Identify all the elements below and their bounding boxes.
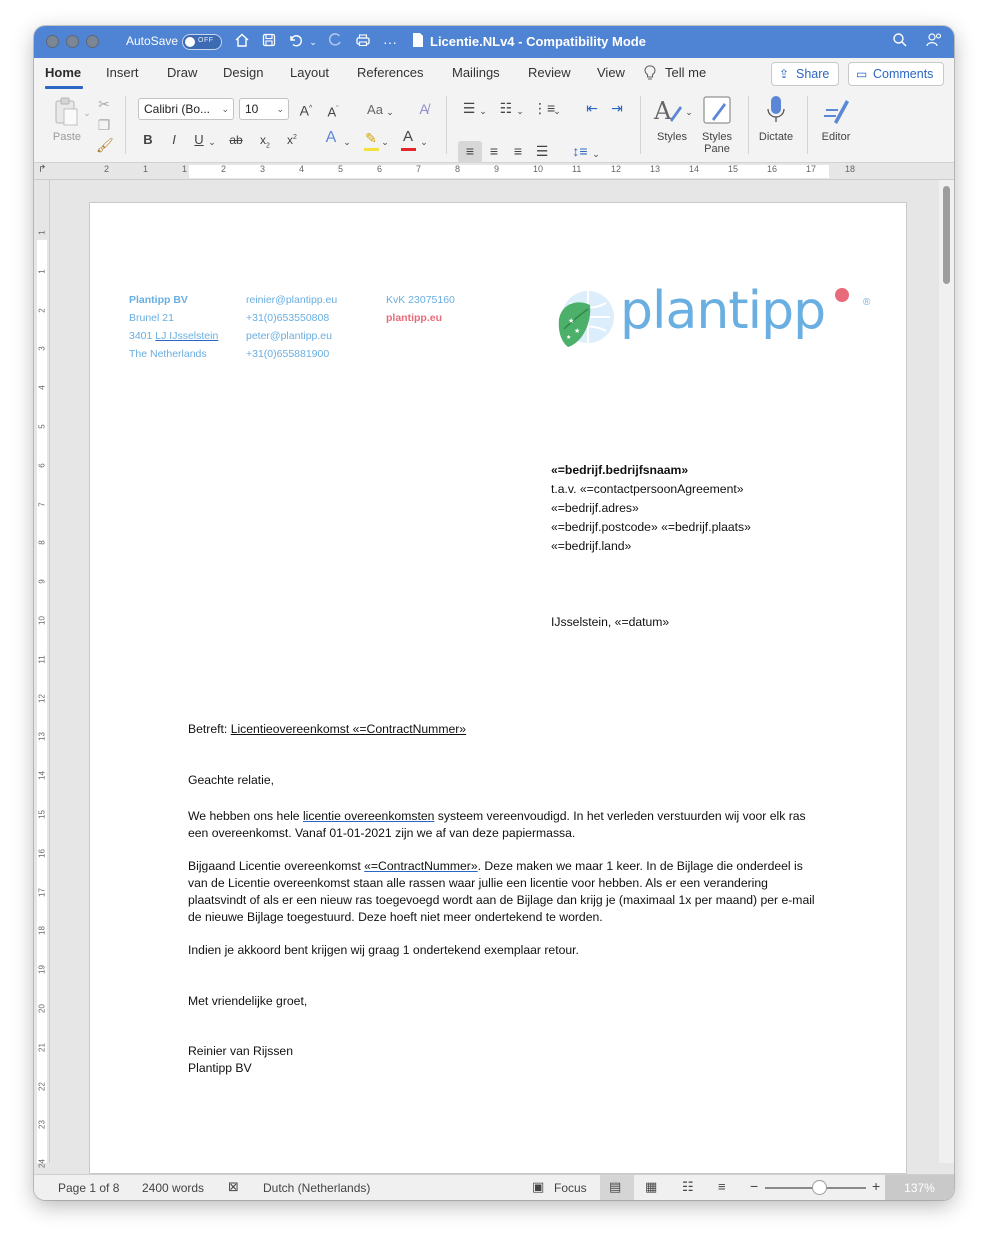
share-button[interactable] [771,62,839,86]
styles-pane-label-line2: Pane [704,143,730,155]
address-company[interactable]: «=bedrijf.bedrijfsnaam» [551,463,689,477]
vertical-ruler-number: 19 [37,965,47,975]
paste-icon[interactable] [52,96,80,128]
tab-view[interactable]: View [597,65,625,80]
focus-icon[interactable]: ▣ [532,1179,545,1194]
plantipp-logo-text: plantipp [620,281,826,341]
highlight-color-swatch [364,148,379,151]
comments-label: Comments [873,67,934,81]
ruler-number: 13 [650,164,661,174]
word-count[interactable]: 2400 words [142,1181,205,1195]
title-bar [34,26,954,58]
vertical-ruler-number: 14 [37,771,47,781]
ruler-number: 14 [689,164,700,174]
redo-icon[interactable] [325,32,345,52]
ribbon [34,58,954,163]
document-canvas[interactable] [56,183,938,1163]
vertical-ruler-number: 16 [37,848,47,858]
word-window [34,26,954,1200]
ruler-number: 12 [611,164,622,174]
page-count[interactable]: Page 1 of 8 [58,1181,120,1195]
vertical-ruler-number: 7 [37,501,47,507]
letterhead-postcode: 3401 [129,330,153,342]
document-icon [408,32,428,52]
increase-font-size-icon[interactable]: A^ [299,102,313,119]
address-postal[interactable]: «=bedrijf.postcode» «=bedrijf.plaats» [551,520,751,534]
ruler-number: 7 [416,164,422,174]
autosave-label: AutoSave [126,34,179,48]
more-options-icon[interactable]: ··· [383,34,397,50]
highlight-icon[interactable]: ✎ [365,130,377,146]
tab-tell-me[interactable]: Tell me [665,65,707,80]
numbering-icon[interactable]: ☷ [499,100,513,116]
vertical-ruler-number: 24 [37,1159,47,1169]
logo-dot [835,288,849,302]
ruler-number: 1 [182,164,188,174]
italic-icon[interactable]: I [172,132,176,147]
ruler-number: 4 [299,164,305,174]
editor-icon[interactable] [820,94,850,126]
text-effects-icon[interactable]: A [325,129,337,146]
vertical-ruler-number: 13 [37,732,47,742]
ruler-number: 18 [845,164,856,174]
ribbon-separator [446,96,447,154]
signer-name[interactable]: Reinier van Rijssen [188,1044,293,1058]
tab-stop-selector-icon[interactable]: ↱ [38,164,47,175]
focus-label[interactable]: Focus [554,1181,587,1195]
status-bar [34,1174,954,1200]
svg-text:★: ★ [566,335,572,341]
bullets-chevron-icon[interactable]: ⌄ [479,106,487,116]
address-street[interactable]: «=bedrijf.adres» [551,501,639,515]
vertical-ruler-number: 17 [37,887,47,897]
vertical-ruler-number: 9 [37,579,47,584]
paragraph-1-line-1[interactable] [188,808,806,825]
ribbon-separator [640,96,641,154]
paste-label: Paste [52,131,82,143]
svg-text:★: ★ [574,328,581,335]
vertical-ruler-number: 10 [37,616,47,625]
align-left-icon[interactable]: ≡ [465,143,475,159]
ruler-number: 6 [377,164,383,174]
zoom-level[interactable]: 137% [885,1175,954,1200]
letterhead-website: plantipp.eu [386,312,442,324]
styles-label: Styles [657,131,687,143]
search-icon[interactable] [890,32,910,52]
ruler-number: 9 [494,164,500,174]
horizontal-ruler[interactable] [34,163,954,180]
undo-icon[interactable] [285,32,305,52]
ribbon-separator [807,96,808,154]
letterhead-email-1: reinier@plantipp.eu [246,294,338,306]
vertical-ruler[interactable] [34,180,50,1169]
letterhead-phone-1: +31(0)653550808 [246,312,330,324]
change-case-icon[interactable]: Aa [367,102,383,117]
outline-view-icon[interactable]: ☷ [682,1179,694,1194]
justify-icon[interactable]: ☰ [535,143,549,159]
decrease-font-size-icon[interactable]: $A^ˇ$ [327,104,339,120]
letterhead-street: Brunel 21 [129,312,174,324]
multilevel-chevron-icon[interactable]: ⌄ [553,106,561,116]
ruler-number: 2 [221,164,227,174]
address-country[interactable]: «=bedrijf.land» [551,539,632,553]
vertical-ruler-number: 1 [37,269,47,274]
copy-icon[interactable]: ❐ [97,117,111,133]
address-attention[interactable]: t.a.v. «=contactpersoonAgreement» [551,482,744,496]
align-right-icon[interactable]: ≡ [513,143,523,159]
tab-mailings[interactable]: Mailings [452,65,500,80]
web-layout-icon[interactable]: ▦ [645,1179,658,1194]
letterhead-city [129,330,218,342]
signer-company[interactable]: Plantipp BV [188,1061,252,1075]
line-spacing-chevron-icon[interactable]: ⌄ [592,149,600,159]
cut-icon[interactable]: ✂ [98,96,110,112]
ruler-number: 2 [104,164,110,174]
svg-text:★: ★ [568,318,575,325]
paragraph-2-line-1[interactable] [188,858,803,875]
letterhead-kvk: KvK 23075160 [386,294,455,306]
vertical-ruler-number: 5 [37,424,47,429]
ruler-number: 3 [260,164,266,174]
font-size-select[interactable] [239,98,289,120]
ruler-number: 10 [533,164,544,174]
letterhead-email-2: peter@plantipp.eu [246,330,332,342]
draft-view-icon[interactable]: ≡ [718,1179,726,1194]
highlight-chevron-icon[interactable]: ⌄ [381,137,389,147]
proofing-icon[interactable]: ⊠ [228,1179,239,1194]
vertical-ruler-number: 4 [37,385,47,390]
styles-gallery-icon[interactable] [652,94,684,126]
p2-merge-field: «=ContractNummer» [364,859,478,873]
paragraph-2-line-2[interactable]: van de Licentie overeenkomst staan alle rassen waar jullie een licentie voor hebben. Als er een verandering [188,876,768,890]
align-center-icon[interactable]: ≡ [489,143,499,159]
ribbon-separator [125,96,126,154]
autosave-toggle[interactable] [182,34,222,50]
paragraph-3[interactable]: Indien je akkoord bent krijgen wij graag 1 ondertekend exemplaar retour. [188,943,579,957]
lightbulb-icon [642,65,658,85]
date-line[interactable]: IJsselstein, «=datum» [551,615,670,629]
superscript-icon[interactable]: $x^2$ [287,133,297,147]
plantipp-logo-icon [556,289,616,351]
letterhead-company: Plantipp BV [129,294,188,306]
styles-chevron-icon[interactable]: ⌄ [685,107,693,117]
comment-icon: ▭ [856,67,868,81]
vertical-scrollbar[interactable] [939,180,954,1163]
underline-icon[interactable]: U [194,132,204,147]
text-effects-chevron-icon[interactable]: ⌄ [343,137,351,147]
active-tab-indicator [45,86,83,89]
styles-pane-label-line1: Styles [702,131,732,143]
numbering-chevron-icon[interactable]: ⌄ [516,106,524,116]
account-icon[interactable] [924,32,944,52]
tab-insert[interactable]: Insert [106,65,139,80]
strikethrough-icon[interactable]: ab [229,133,243,147]
autosave-toggle-knob [185,37,195,47]
multilevel-list-icon[interactable]: ⋮≡ [533,100,556,116]
change-case-chevron-icon[interactable]: ⌄ [386,107,394,117]
subscript-icon[interactable]: $x_2$ [260,133,270,150]
vertical-ruler-number: 18 [37,926,47,936]
share-label: Share [796,67,830,81]
p2-text-b: . Deze maken we maar 1 keer. In de Bijlage die onderdeel is [477,859,803,873]
paragraph-2-line-3[interactable]: plaatsvindt of als er een nieuw ras toegevoegd wordt aan de Bijlage dan krijg je (maximaal 1x per maand) per e-mail [188,893,815,907]
zoom-slider-knob[interactable] [812,1180,827,1195]
font-name-value: Calibri (Bo... [144,102,211,116]
vertical-ruler-number: 22 [37,1081,47,1091]
ruler-number: 17 [806,164,817,174]
format-painter-icon[interactable]: 🖌 [96,137,114,153]
p1-text-a: We hebben ons hele [188,809,303,823]
microphone-icon[interactable] [764,94,788,126]
print-icon[interactable] [353,32,373,52]
vertical-ruler-number: 8 [37,540,47,546]
tab-references[interactable]: References [357,65,424,80]
vertical-ruler-number: 12 [37,693,47,703]
zoom-window-button[interactable] [86,35,99,48]
font-color-icon[interactable]: A [402,128,413,145]
subject-prefix: Betreft: [188,722,231,736]
vertical-ruler-number: 3 [37,346,47,352]
closing[interactable]: Met vriendelijke groet, [188,994,308,1008]
ribbon-separator [748,96,749,154]
font-size-value: 10 [245,102,259,116]
vertical-ruler-number: 15 [37,810,47,819]
letterhead-country: The Netherlands [129,348,207,360]
ruler-number: 16 [767,164,778,174]
styles-pane-icon[interactable] [702,94,732,126]
bullets-icon[interactable]: ☰ [462,100,476,116]
save-icon[interactable] [259,32,279,52]
share-icon: ⇪ [779,67,790,81]
dictate-label: Dictate [758,131,794,143]
zoom-in-button[interactable]: + [872,1178,881,1194]
vertical-ruler-number: 11 [37,655,47,664]
home-icon[interactable] [232,32,252,52]
letterhead-city-name: LJ IJsselstein [155,330,219,342]
comments-button[interactable] [848,62,944,86]
clear-formatting-icon[interactable]: A̸ [419,101,429,117]
minimize-window-button[interactable] [66,35,79,48]
font-size-chevron-icon: ⌄ [276,104,284,114]
undo-dropdown-chevron-icon[interactable]: ⌄ [309,37,317,47]
print-layout-icon[interactable]: ▤ [609,1179,622,1194]
font-name-select[interactable] [138,98,234,120]
ruler-number: 1 [143,164,149,174]
svg-text:A: A [654,97,672,125]
scrollbar-thumb[interactable] [943,186,950,284]
vertical-ruler-number: 21 [37,1042,47,1052]
ruler-number: 5 [338,164,344,174]
autosave-state: OFF [198,37,214,44]
p1-text-b: systeem vereenvoudigd. In het verleden verstuurden wij voor elk ras [434,809,806,823]
tab-home[interactable]: Home [45,65,82,80]
tab-draw[interactable]: Draw [167,65,198,80]
tab-review[interactable]: Review [528,65,571,80]
line-spacing-icon[interactable]: ↕≡ [572,143,588,159]
underline-chevron-icon[interactable]: ⌄ [208,137,216,147]
tab-layout[interactable]: Layout [290,65,330,80]
decrease-indent-icon[interactable]: ⇤ [586,100,598,116]
ruler-number: 15 [728,164,739,174]
vertical-ruler-number: 20 [37,1004,47,1013]
paste-dropdown-chevron-icon[interactable]: ⌄ [83,108,91,118]
increase-indent-icon[interactable]: ⇥ [611,100,623,116]
document-page[interactable] [90,203,906,1173]
paragraph-2-line-4[interactable]: de nieuwe Bijlage toegestuurd. Deze hoeft niet meer ondertekend te worden. [188,910,603,924]
zoom-out-button[interactable]: − [750,1178,759,1194]
vertical-ruler-number: 6 [37,463,47,468]
subject-text: Licentieovereenkomst «=ContractNummer» [230,722,467,736]
editor-label: Editor [821,131,851,143]
bold-icon[interactable]: B [143,132,153,147]
p1-underlined-text: licentie overeenkomsten [302,809,435,823]
greeting[interactable]: Geachte relatie, [188,773,275,787]
close-window-button[interactable] [46,35,59,48]
font-name-chevron-icon: ⌄ [221,104,229,114]
font-color-chevron-icon[interactable]: ⌄ [420,137,428,147]
paragraph-1-line-2[interactable]: een overeenkomst. Vanaf 01-01-2021 zijn we af van deze papiermassa. [188,826,576,840]
font-color-swatch [401,148,416,151]
ruler-number: 11 [572,164,582,174]
letterhead-phone-2: +31(0)655881900 [246,348,330,360]
subject-line[interactable] [188,721,466,738]
vertical-ruler-number: 2 [37,307,47,313]
p2-text-a: Bijgaand Licentie overeenkomst [188,859,365,873]
language[interactable]: Dutch (Netherlands) [263,1181,371,1195]
document-title: Licentie.NLv4 - Compatibility Mode [430,34,646,49]
vertical-ruler-number: 1 [37,230,47,235]
vertical-ruler-number: 23 [37,1120,47,1130]
logo-registered-mark: ® [863,297,871,308]
ruler-number: 8 [455,164,461,174]
tab-design[interactable]: Design [223,65,264,80]
